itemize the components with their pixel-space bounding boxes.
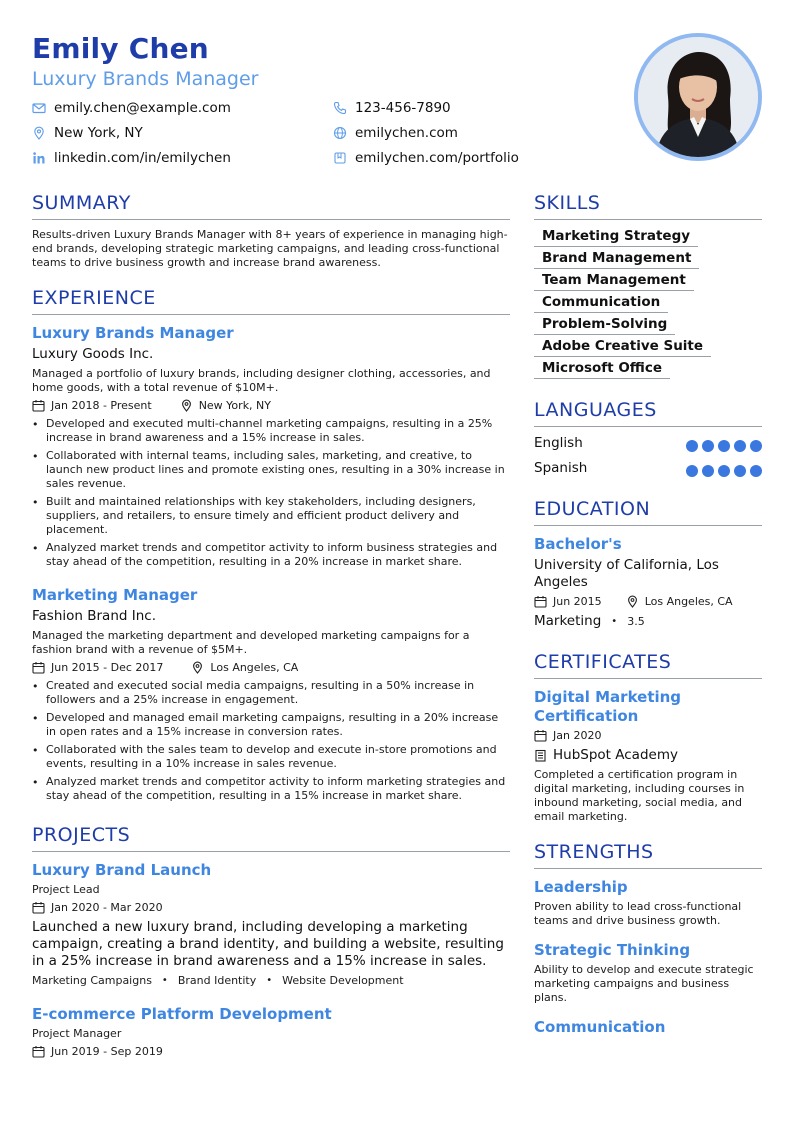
calendar-icon <box>32 399 45 412</box>
certificate-meta <box>534 729 601 742</box>
email-text: emily.chen@example.com <box>54 100 231 116</box>
language-level <box>686 440 762 452</box>
certificate-issuer: HubSpot Academy <box>553 747 678 763</box>
profile-photo <box>634 33 762 161</box>
job-bullet: • Developed and executed multi-channel marketing campaigns, resulting in a 25% increase in brand awareness and a 15% increase in sales. <box>32 417 510 445</box>
linkedin-icon <box>32 151 46 165</box>
skill-tag: Adobe Creative Suite <box>534 337 711 357</box>
location-icon <box>191 661 204 674</box>
calendar-icon <box>32 661 45 674</box>
job-company: Fashion Brand Inc. <box>32 608 156 624</box>
globe-icon <box>333 126 347 140</box>
proficiency-dot <box>750 440 762 452</box>
certificate-description: Completed a certification program in digital marketing, including courses in inbound marketing, social media, and email marketing. <box>534 768 745 823</box>
job-dates: Jun 2015 - Dec 2017 <box>51 661 164 674</box>
language-level <box>686 465 762 477</box>
project-meta <box>32 1045 163 1058</box>
job-description: Managed the marketing department and developed marketing campaigns for a fashion brand with a revenue of $5M+. <box>32 629 470 656</box>
skill-tag: Marketing Strategy <box>534 227 698 247</box>
candidate-title: Luxury Brands Manager <box>32 68 259 90</box>
skill-tag: Problem-Solving <box>534 315 675 335</box>
project-title: Luxury Brand Launch <box>32 861 212 879</box>
certificates-divider <box>534 678 762 679</box>
proficiency-dot <box>686 465 698 477</box>
proficiency-dot <box>702 440 714 452</box>
phone-contact[interactable] <box>333 100 451 116</box>
job-bullet: • Collaborated with the sales team to develop and execute in-store promotions and events, resulting in a 10% increase in sales revenue. <box>32 743 510 771</box>
project-tags <box>32 974 404 987</box>
proficiency-dot <box>734 465 746 477</box>
candidate-name: Emily Chen <box>32 32 209 65</box>
project-description: Launched a new luxury brand, including developing a marketing campaign, creating a brand identity, and building a website, resulting in a 25% increase in brand awareness and a 15% increase in sales. <box>32 919 504 969</box>
proficiency-dot <box>718 465 730 477</box>
education-field-row <box>534 613 645 629</box>
skills-heading: SKILLS <box>534 192 601 214</box>
strength-title: Communication <box>534 1018 666 1036</box>
strength-description: Ability to develop and execute strategic marketing campaigns and business plans. <box>534 963 754 1004</box>
calendar-icon <box>32 1045 45 1058</box>
proficiency-dot <box>734 440 746 452</box>
education-field: Marketing <box>534 613 602 629</box>
proficiency-dot <box>686 440 698 452</box>
job-bullet: • Developed and managed email marketing campaigns, resulting in a 20% increase in open rates and a 15% increase in conversion rates. <box>32 711 510 739</box>
projects-divider <box>32 851 510 852</box>
job-bullet: • Analyzed market trends and competitor activity to inform business strategies and stay ahead of the competition, resulting in a 20% increase in market share. <box>32 541 510 569</box>
proficiency-dot <box>702 465 714 477</box>
project-tag: Marketing Campaigns <box>32 974 152 987</box>
location-icon <box>626 595 639 608</box>
project-role: Project Lead <box>32 883 100 896</box>
certificate-title: Digital Marketing Certification <box>534 688 682 725</box>
summary-divider <box>32 219 510 220</box>
job-title: Marketing Manager <box>32 586 198 604</box>
summary-heading: SUMMARY <box>32 192 131 214</box>
language-name: English <box>534 435 583 451</box>
project-dates: Jun 2019 - Sep 2019 <box>51 1045 163 1058</box>
languages-divider <box>534 426 762 427</box>
linkedin-text: linkedin.com/in/emilychen <box>54 150 231 166</box>
portfolio-text: emilychen.com/portfolio <box>355 150 519 166</box>
summary-text: Results-driven Luxury Brands Manager with 8+ years of experience in managing high-end brands, developing strategic marketing campaigns, and leading cross-functional teams to drive business growth and increase brand awareness. <box>32 228 508 269</box>
education-heading: EDUCATION <box>534 498 651 520</box>
calendar-icon <box>534 595 547 608</box>
skill-tag: Communication <box>534 293 668 313</box>
building-icon <box>534 749 547 762</box>
field-separator: • <box>611 615 618 627</box>
portfolio-contact[interactable] <box>333 150 519 166</box>
location-icon <box>32 126 46 140</box>
email-contact[interactable] <box>32 100 231 116</box>
location-contact <box>32 125 143 141</box>
certificate-date: Jan 2020 <box>553 729 602 742</box>
job-title: Luxury Brands Manager <box>32 324 234 342</box>
location-icon <box>180 399 193 412</box>
location-text: New York, NY <box>54 125 143 141</box>
skills-divider <box>534 219 762 220</box>
phone-text: 123-456-7890 <box>355 100 451 116</box>
project-dates: Jan 2020 - Mar 2020 <box>51 901 163 914</box>
phone-icon <box>333 101 347 115</box>
skill-tag: Brand Management <box>534 249 699 269</box>
strengths-heading: STRENGTHS <box>534 841 654 863</box>
website-contact[interactable] <box>333 125 458 141</box>
education-gpa: 3.5 <box>627 614 645 628</box>
certificates-heading: CERTIFICATES <box>534 651 672 673</box>
website-text: emilychen.com <box>355 125 458 141</box>
certificate-issuer-row <box>534 747 678 763</box>
strength-title: Leadership <box>534 878 628 896</box>
linkedin-contact[interactable] <box>32 150 231 166</box>
job-bullet: • Collaborated with internal teams, including sales, marketing, and creative, to launch new product lines and promote existing ones, resulting in a 30% increase in sales revenue. <box>32 449 510 491</box>
profile-photo-illustration <box>638 37 758 157</box>
education-degree: Bachelor's <box>534 535 622 553</box>
job-bullet: • Built and maintained relationships with key stakeholders, including designers, suppliers, and retailers, to ensure timely and efficient product delivery and placement. <box>32 495 510 537</box>
project-tag: Brand Identity <box>177 974 257 987</box>
strength-description: Proven ability to lead cross-functional teams and drive business growth. <box>534 900 742 927</box>
project-title: E-commerce Platform Development <box>32 1005 332 1023</box>
job-description: Managed a portfolio of luxury brands, including designer clothing, accessories, and home goods, with a total revenue of $10M+. <box>32 367 491 394</box>
job-meta <box>32 661 298 674</box>
experience-heading: EXPERIENCE <box>32 287 156 309</box>
job-meta <box>32 399 271 412</box>
project-role: Project Manager <box>32 1027 122 1040</box>
job-location: Los Angeles, CA <box>210 661 299 674</box>
education-divider <box>534 525 762 526</box>
project-tag: Website Development <box>282 974 404 987</box>
job-location: New York, NY <box>198 399 271 412</box>
project-meta <box>32 901 163 914</box>
language-name: Spanish <box>534 460 588 476</box>
job-bullet: • Analyzed market trends and competitor activity to inform marketing strategies and stay ahead of the competition, resulting in a 15% increase in market share. <box>32 775 510 803</box>
proficiency-dot <box>750 465 762 477</box>
education-date: Jun 2015 <box>553 595 602 608</box>
tag-separator: • <box>161 975 168 986</box>
languages-heading: LANGUAGES <box>534 399 657 421</box>
strengths-divider <box>534 868 762 869</box>
strength-title: Strategic Thinking <box>534 941 691 959</box>
tag-separator: • <box>266 975 273 986</box>
education-location: Los Angeles, CA <box>644 595 733 608</box>
skill-tag: Team Management <box>534 271 694 291</box>
job-dates: Jan 2018 - Present <box>51 399 152 412</box>
calendar-icon <box>32 901 45 914</box>
job-company: Luxury Goods Inc. <box>32 346 154 362</box>
education-school: University of California, Los Angeles <box>534 557 719 590</box>
education-meta <box>534 595 733 608</box>
skill-tag: Microsoft Office <box>534 359 670 379</box>
proficiency-dot <box>718 440 730 452</box>
calendar-icon <box>534 729 547 742</box>
experience-divider <box>32 314 510 315</box>
portfolio-icon <box>333 151 347 165</box>
email-icon <box>32 101 46 115</box>
job-bullet: • Created and executed social media campaigns, resulting in a 50% increase in followers and a 25% increase in engagement. <box>32 679 510 707</box>
projects-heading: PROJECTS <box>32 824 131 846</box>
